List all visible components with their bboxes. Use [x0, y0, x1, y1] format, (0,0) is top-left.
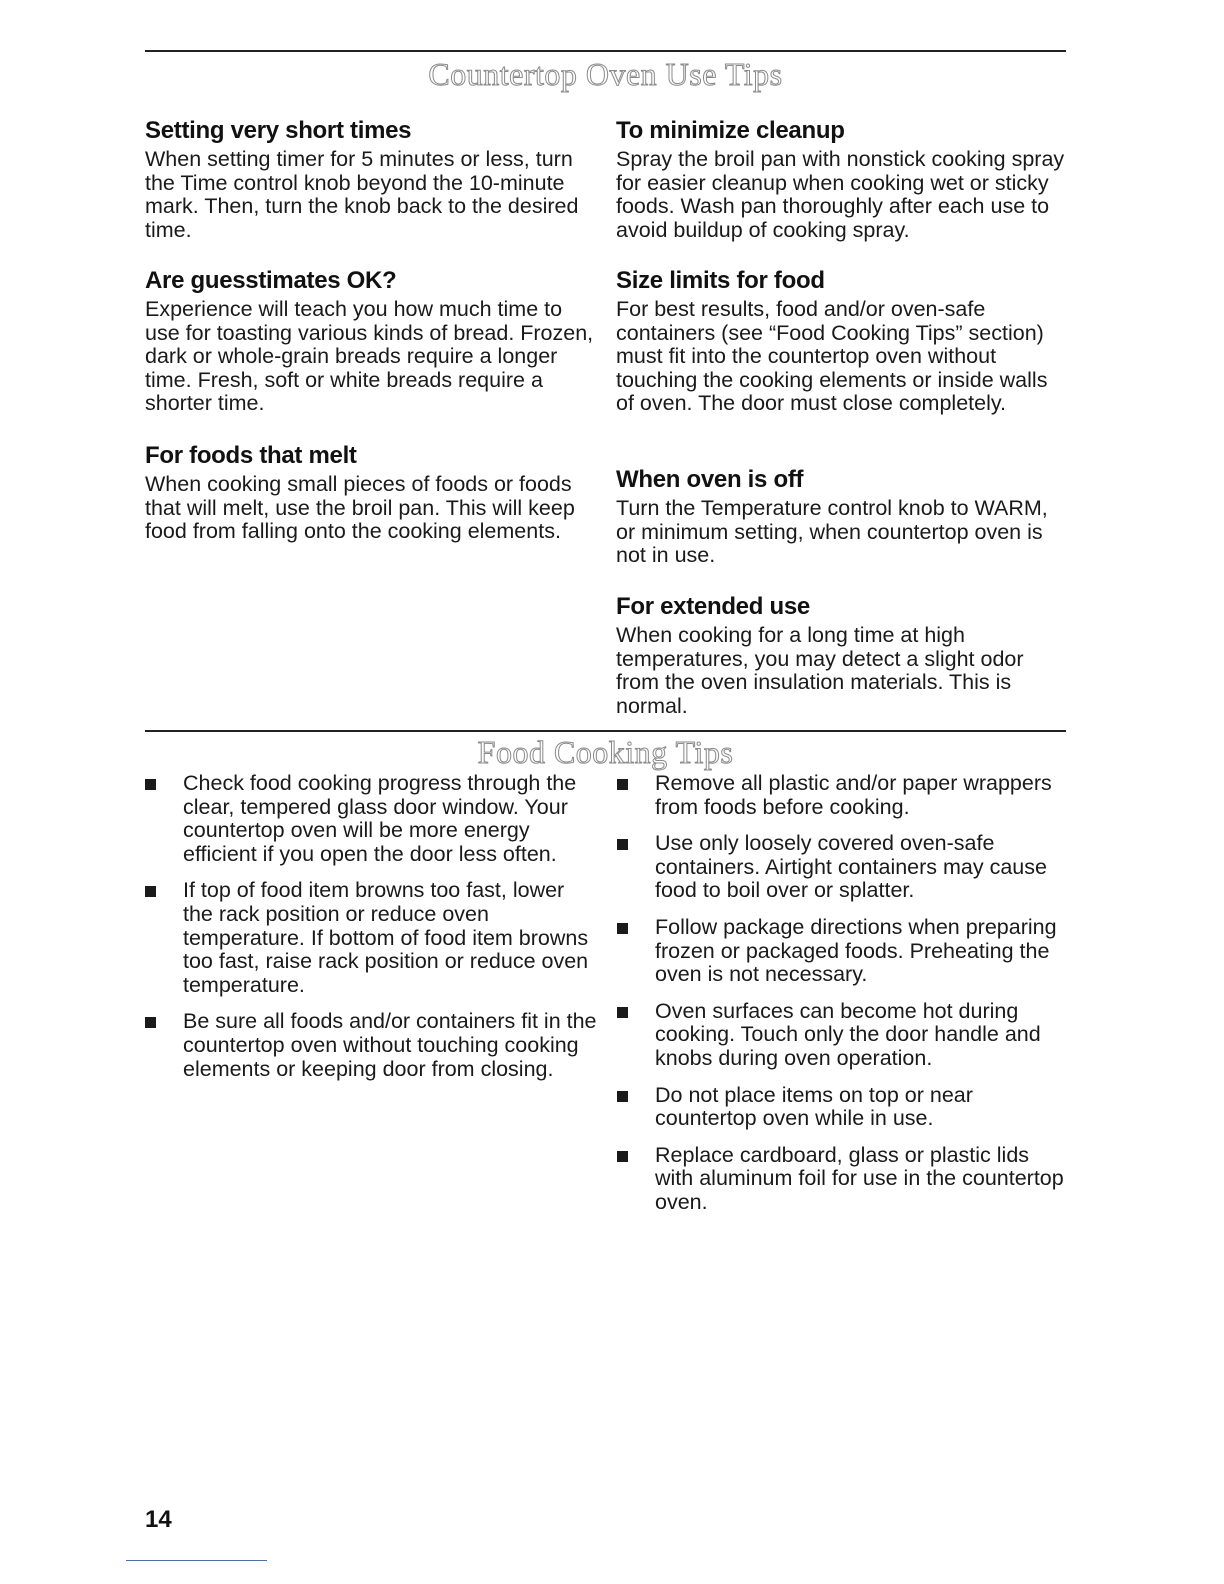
tip-heading: When oven is off — [616, 466, 804, 493]
tip-body: When cooking for a long time at high temperatures, you may detect a slight odor from the oven insulation materials. This is normal. — [616, 623, 1024, 718]
food-tips-right-list — [617, 772, 1066, 1215]
list-item — [617, 832, 1066, 903]
tip-heading: For extended use — [616, 593, 810, 620]
tip-body: Experience will teach you how much time to use for toasting various kinds of bread. Frozen, dark or whole-grain breads require a longer time. Fresh, soft or white breads require a shorter time. — [145, 297, 594, 416]
bullet-icon — [145, 886, 156, 897]
bottom-divider — [126, 1560, 267, 1561]
food-tips-left-list — [145, 772, 600, 1081]
list-item-text: Use only loosely covered oven-safe containers. Airtight containers may cause food to boil over or splatter. — [655, 831, 1047, 903]
tip-size-limits — [616, 268, 1066, 416]
list-item-text: Remove all plastic and/or paper wrappers from foods before cooking. — [655, 771, 1052, 819]
tip-body: For best results, food and/or oven-safe containers (see “Food Cooking Tips” section) must fit into the countertop oven without touching the cooking elements or inside walls of oven. The door must close completely. — [616, 297, 1048, 416]
top-rule — [145, 50, 1066, 52]
list-item — [617, 1084, 1066, 1131]
list-item-text: Follow package directions when preparing frozen or packaged foods. Preheating the oven is not necessary. — [655, 914, 1057, 987]
tip-oven-off — [616, 467, 1066, 568]
tip-heading: Are guesstimates OK? — [145, 267, 397, 294]
bullet-icon — [617, 1091, 628, 1102]
bullet-icon — [617, 923, 628, 934]
tip-body: When setting timer for 5 minutes or less, turn the Time control knob beyond the 10-minute mark. Then, turn the knob back to the desired time. — [145, 147, 579, 242]
bullet-icon — [617, 839, 628, 850]
list-item — [145, 1010, 600, 1081]
tip-body: Turn the Temperature control knob to WARM, or minimum setting, when countertop oven is not in use. — [616, 496, 1048, 568]
list-item-text: Do not place items on top or near countertop oven while in use. — [655, 1082, 973, 1131]
list-item — [145, 772, 600, 866]
tip-heading: Setting very short times — [145, 117, 412, 144]
list-item — [617, 916, 1066, 987]
tip-heading: Size limits for food — [616, 267, 825, 294]
list-item-text: Check food cooking progress through the clear, tempered glass door window. Your countertop oven will be more energy efficient if you open the door less often. — [183, 771, 577, 866]
list-item — [145, 879, 600, 997]
bullet-icon — [145, 1017, 156, 1028]
tip-extended-use — [616, 594, 1066, 718]
bullet-icon — [145, 779, 156, 790]
food-section-title: Food Cooking Tips — [477, 734, 734, 770]
tip-body: When cooking small pieces of foods or foods that will melt, use the broil pan. This will keep food from falling onto the cooking elements. — [145, 472, 575, 544]
middle-rule — [145, 730, 1066, 732]
list-item — [617, 1144, 1066, 1215]
bullet-icon — [617, 1151, 628, 1162]
list-item — [617, 1000, 1066, 1071]
bullet-icon — [617, 1007, 628, 1018]
tip-setting-short-times — [145, 118, 595, 242]
tip-foods-that-melt — [145, 443, 595, 544]
list-item-text: Be sure all foods and/or containers fit in the countertop oven without touching cooking elements or keeping door from closing. — [183, 1009, 597, 1081]
tip-heading: To minimize cleanup — [616, 117, 845, 144]
list-item-text: If top of food item browns too fast, lower the rack position or reduce oven temperature. If bottom of food item browns too fast, raise rack position or reduce oven temperature. — [183, 878, 589, 997]
page-number: 14 — [145, 1506, 172, 1533]
list-item-text: Replace cardboard, glass or plastic lids with aluminum foil for use in the countertop oven. — [655, 1142, 1064, 1214]
tip-guesstimates — [145, 268, 595, 416]
list-item — [617, 772, 1066, 819]
list-item-text: Oven surfaces can become hot during cooking. Touch only the door handle and knobs during oven operation. — [655, 998, 1041, 1070]
bullet-icon — [617, 779, 628, 790]
tip-body: Spray the broil pan with nonstick cooking spray for easier cleanup when cooking wet or sticky foods. Wash pan thoroughly after each use to avoid buildup of cooking spray. — [616, 147, 1065, 242]
countertop-section-title: Countertop Oven Use Tips — [428, 56, 783, 92]
tip-minimize-cleanup — [616, 118, 1066, 242]
tip-heading: For foods that melt — [145, 442, 357, 469]
